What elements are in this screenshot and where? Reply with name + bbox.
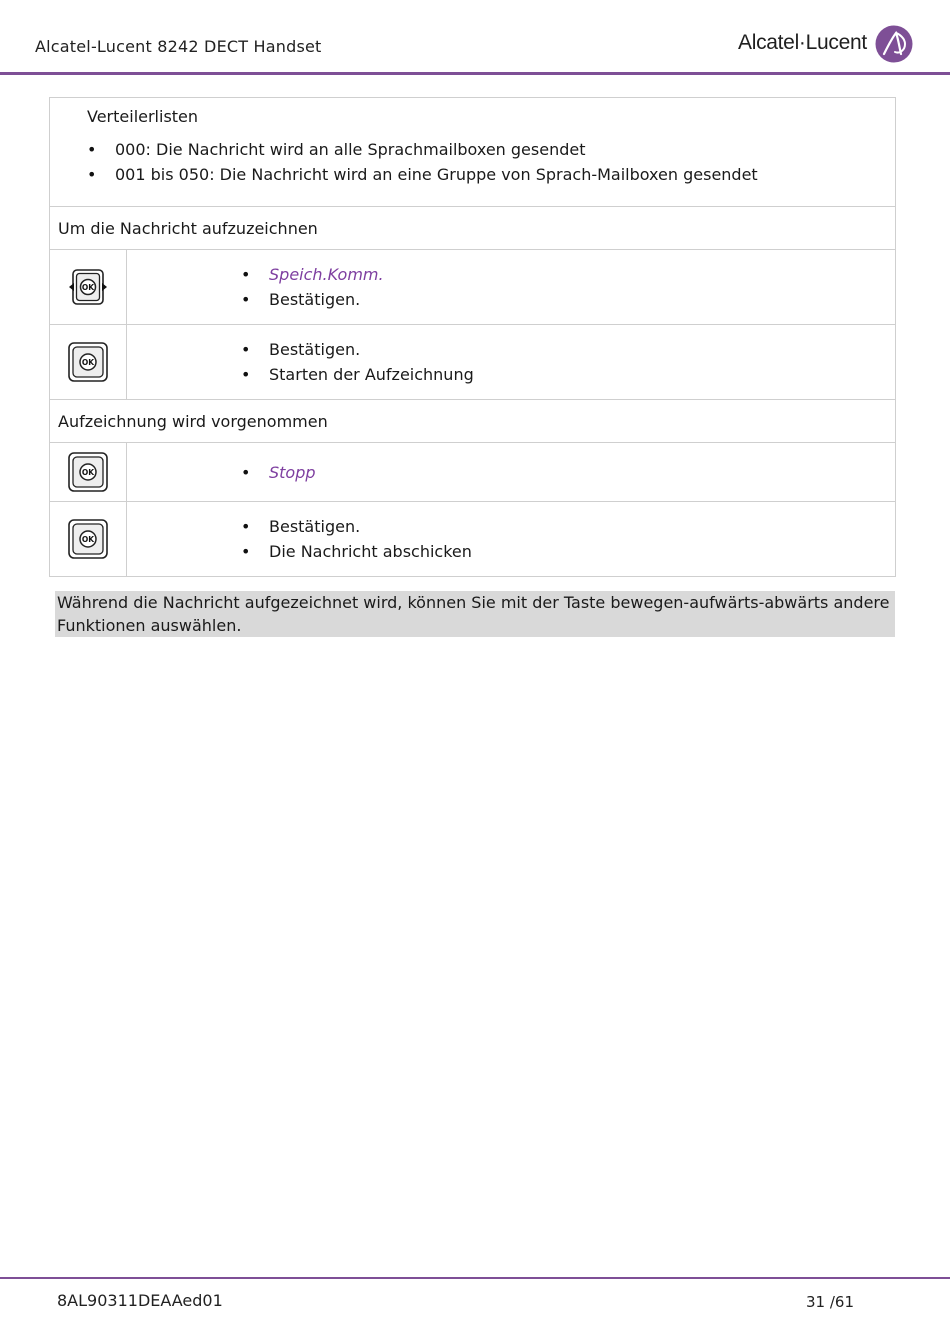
alcatel-lucent-logo-icon (875, 25, 913, 63)
list-item: • Bestätigen. (269, 337, 895, 362)
step-icon-cell (50, 502, 127, 577)
document-header-title: Alcatel-Lucent 8242 DECT Handset (35, 37, 322, 56)
section-heading-recording: Aufzeichnung wird vorgenommen (50, 400, 896, 443)
list-item: • Die Nachricht abschicken (269, 539, 895, 564)
info-note: Während die Nachricht aufgezeichnet wird, können Sie mit der Taste bewegen-aufwärts-abwärts andere Funktionen auswählen. (55, 591, 895, 637)
step-icon-cell (50, 325, 127, 400)
softkey-stop: • Stopp (269, 460, 895, 485)
step-content (127, 325, 896, 400)
procedure-table (49, 97, 896, 577)
svg-text:OK: OK (81, 535, 95, 544)
step-content (127, 443, 896, 502)
section-heading-record: Um die Nachricht aufzuzeichnen (50, 207, 896, 250)
step-icon-cell (50, 250, 127, 325)
list-item: • Bestätigen. (269, 287, 895, 312)
list-item: • 001 bis 050: Die Nachricht wird an eine Gruppe von Sprach-Mailboxen gesendet (115, 162, 895, 187)
list-item: • 000: Die Nachricht wird an alle Sprachmailboxen gesendet (115, 137, 895, 162)
document-id: 8AL90311DEAAed01 (57, 1291, 223, 1310)
ok-key-icon (68, 342, 108, 382)
ok-key-icon (68, 452, 108, 492)
svg-text:OK: OK (81, 283, 95, 292)
page-number: 31 /61 (806, 1293, 854, 1311)
step-content (127, 250, 896, 325)
distribution-lists-cell (50, 98, 896, 207)
header-divider (0, 72, 950, 75)
ok-nav-key-icon (68, 269, 108, 305)
list-item: • Starten der Aufzeichnung (269, 362, 895, 387)
step-content (127, 502, 896, 577)
list-item: • Bestätigen. (269, 514, 895, 539)
footer-divider (0, 1277, 950, 1279)
svg-text:OK: OK (81, 358, 95, 367)
softkey-save-message: • Speich.Komm. (269, 262, 895, 287)
distribution-lists-list (50, 137, 895, 187)
brand-logo-text: Alcatel·Lucent (738, 31, 867, 54)
ok-key-icon (68, 519, 108, 559)
svg-text:OK: OK (81, 468, 95, 477)
step-icon-cell (50, 443, 127, 502)
distribution-lists-title: Verteilerlisten (87, 107, 199, 126)
